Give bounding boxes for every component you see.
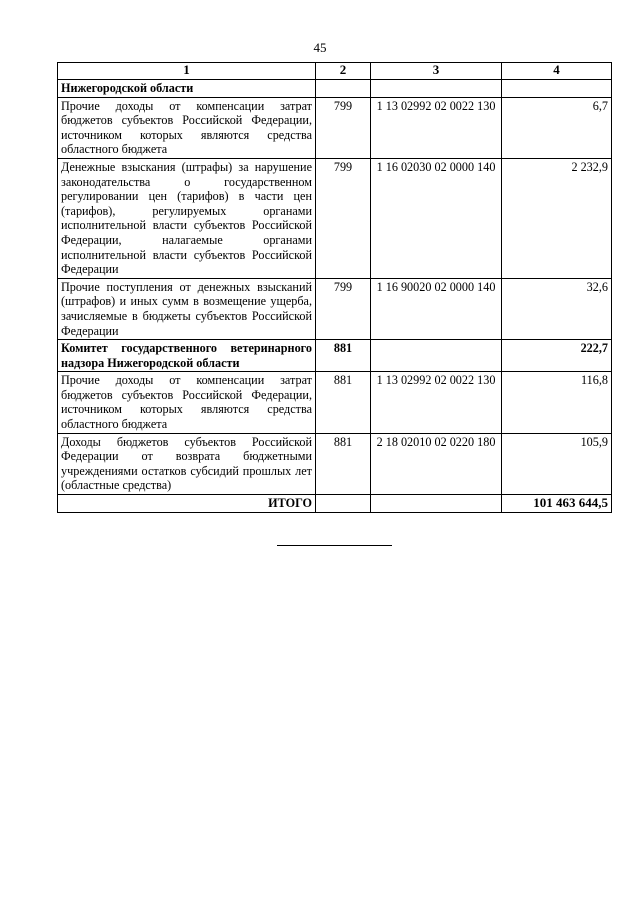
table-row <box>58 158 612 278</box>
table-row <box>58 433 612 494</box>
row-budget-class-code: 1 13 02992 02 0022 130 <box>371 372 502 433</box>
page-number: 45 <box>313 40 327 55</box>
row-budget-class-code: 1 16 90020 02 0000 140 <box>371 278 502 339</box>
total-row <box>58 495 612 513</box>
table-row <box>58 97 612 158</box>
row-amount: 222,7 <box>502 340 612 372</box>
row-admin-code: 799 <box>316 158 371 278</box>
total-amount: 101 463 644,5 <box>502 495 612 513</box>
table-row <box>58 340 612 372</box>
row-amount: 116,8 <box>502 372 612 433</box>
separator-line <box>277 545 392 546</box>
row-amount: 105,9 <box>502 433 612 494</box>
row-description: Комитет государственного ветеринарного надзора Нижегородской области <box>58 340 316 372</box>
total-label: ИТОГО <box>58 495 316 513</box>
total-empty-cell <box>371 495 502 513</box>
row-admin-code: 881 <box>316 340 371 372</box>
column-header-admin-code: 2 <box>316 63 371 80</box>
row-budget-class-code: 1 13 02992 02 0022 130 <box>371 97 502 158</box>
row-description: Доходы бюджетов субъектов Российской Федерации от возврата бюджетными учреждениями остатков субсидий прошлых лет (областные средства) <box>58 433 316 494</box>
row-budget-class-code: 2 18 02010 02 0220 180 <box>371 433 502 494</box>
row-budget-class-code: 1 16 02030 02 0000 140 <box>371 158 502 278</box>
row-amount: 6,7 <box>502 97 612 158</box>
row-admin-code: 881 <box>316 372 371 433</box>
column-header-amount: 4 <box>502 63 612 80</box>
table-header-row <box>58 63 612 80</box>
row-budget-class-code <box>371 80 502 98</box>
row-admin-code: 881 <box>316 433 371 494</box>
row-description: Денежные взыскания (штрафы) за нарушение законодательства о государственном регулировании цен (тарифов) в части цен (тарифов), регулируемых органами исполнительной власти субъектов Российской Федерации, налагаемые органами исполнительной власти субъектов Российской Федерации <box>58 158 316 278</box>
total-empty-cell <box>316 495 371 513</box>
row-amount <box>502 80 612 98</box>
row-admin-code: 799 <box>316 278 371 339</box>
row-amount: 32,6 <box>502 278 612 339</box>
row-budget-class-code <box>371 340 502 372</box>
budget-revenue-table <box>57 62 612 513</box>
row-description: Нижегородской области <box>58 80 316 98</box>
table-row <box>58 372 612 433</box>
table-row <box>58 80 612 98</box>
row-amount: 2 232,9 <box>502 158 612 278</box>
row-admin-code: 799 <box>316 97 371 158</box>
table-row <box>58 278 612 339</box>
row-admin-code <box>316 80 371 98</box>
row-description: Прочие доходы от компенсации затрат бюджетов субъектов Российской Федерации, источником которых являются средства областного бюджета <box>58 372 316 433</box>
column-header-description: 1 <box>58 63 316 80</box>
column-header-budget-class-code: 3 <box>371 63 502 80</box>
row-description: Прочие поступления от денежных взысканий (штрафов) и иных сумм в возмещение ущерба, зачисляемые в бюджеты субъектов Российской Федерации <box>58 278 316 339</box>
row-description: Прочие доходы от компенсации затрат бюджетов субъектов Российской Федерации, источником которых являются средства областного бюджета <box>58 97 316 158</box>
